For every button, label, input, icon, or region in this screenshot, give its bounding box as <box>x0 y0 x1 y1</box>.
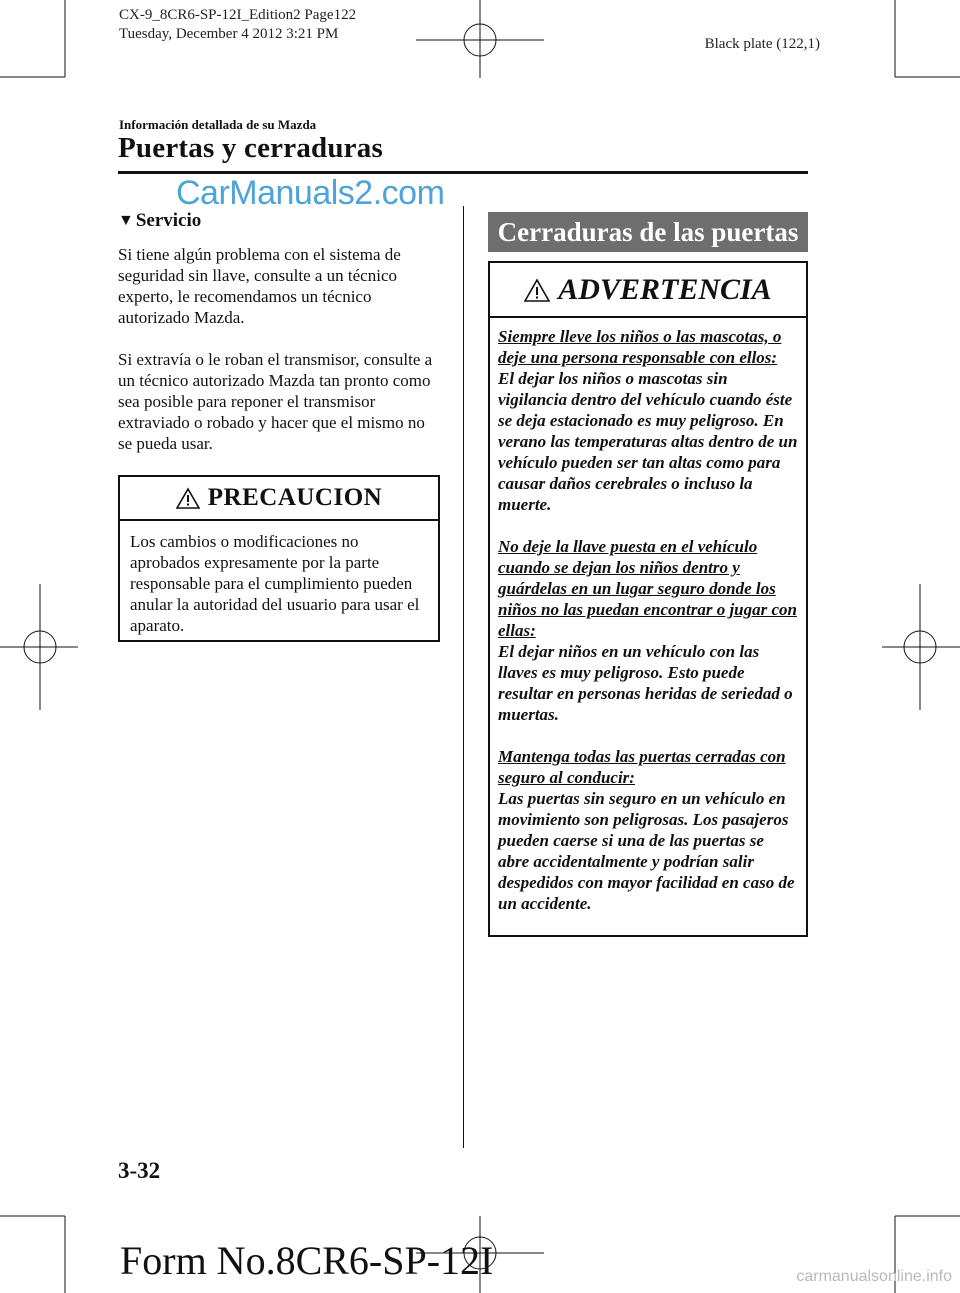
warning-text: Las puertas sin seguro en un vehículo en movimiento son peligrosas. Los pasajeros pueden caerse si una de las puertas se abre accidentalmente y podrían salir despedidos con mayor facilidad en caso de un accidente. <box>498 789 795 913</box>
paragraph: Si tiene algún problema con el sistema de seguridad sin llave, consulte a un técnico experto, le recomendamos un técnico autorizado Mazda. <box>118 245 401 327</box>
warning-block <box>498 326 799 515</box>
warning-block <box>498 746 799 914</box>
warning-text: El dejar niños en un vehículo con las llaves es muy peligroso. Esto puede resultar en personas heridas de seriedad o muertas. <box>498 642 793 724</box>
section-title: Información detallada de su Mazda <box>119 117 317 132</box>
caution-header <box>120 477 438 521</box>
caution-title: PRECAUCION <box>207 484 383 511</box>
date-line: Tuesday, December 4 2012 3:21 PM <box>119 26 339 42</box>
watermark-logo: CarManuals2.com <box>176 174 445 212</box>
plate-label: Black plate (122,1) <box>704 36 820 52</box>
chapter-title: Puertas y cerraduras <box>118 132 383 164</box>
subsection-heading <box>118 210 438 232</box>
subsection-heading-text: Servicio <box>135 210 202 231</box>
form-number: Form No.8CR6-SP-12I <box>120 1238 494 1283</box>
warning-title: ADVERTENCIA <box>558 272 772 306</box>
warning-body <box>490 318 806 914</box>
warning-text: El dejar los niños o mascotas sin vigilancia dentro del vehículo cuando éste se deja estacionado es muy peligroso. En verano las temperaturas altas dentro de un vehículo pueden ser tan altas como para causar daños cerebrales o incluso la muerte. <box>498 369 798 514</box>
warning-lead: No deje la llave puesta en el vehículo cuando se dejan los niños dentro y guárdelas en un lugar seguro donde los niños no las puedan encontrar o jugar con ellas: <box>498 537 797 640</box>
triangle-down-icon: ▼ <box>118 212 134 229</box>
warning-triangle-icon <box>524 278 550 302</box>
left-column <box>118 210 438 475</box>
paragraph: Si extravía o le roban el transmisor, consulte a un técnico autorizado Mazda tan pronto como sea posible para reponer el transmisor extraviado o robado y hacer que el mismo no se pueda usar. <box>118 350 433 453</box>
caution-box <box>118 475 440 642</box>
warning-lead: Siempre lleve los niños o las mascotas, o deje una persona responsable con ellos: <box>498 327 782 367</box>
file-line: CX-9_8CR6-SP-12I_Edition2 Page122 <box>119 7 357 23</box>
site-mark: carmanualsonline.info <box>796 1268 952 1285</box>
print-meta <box>119 6 356 44</box>
warning-header <box>490 263 806 318</box>
warning-box <box>488 261 808 937</box>
section-banner: Cerraduras de las puertas <box>488 212 808 252</box>
column-divider <box>463 206 464 1148</box>
caution-text: Los cambios o modificaciones no aprobados expresamente por la parte responsable para el cumplimiento pueden anular la autoridad del usuario para usar el aparato. <box>130 532 420 635</box>
warning-triangle-icon <box>176 487 200 509</box>
warning-lead: Mantenga todas las puertas cerradas con seguro al conducir: <box>498 747 786 787</box>
page-number: 3-32 <box>118 1158 161 1183</box>
warning-block <box>498 536 799 725</box>
